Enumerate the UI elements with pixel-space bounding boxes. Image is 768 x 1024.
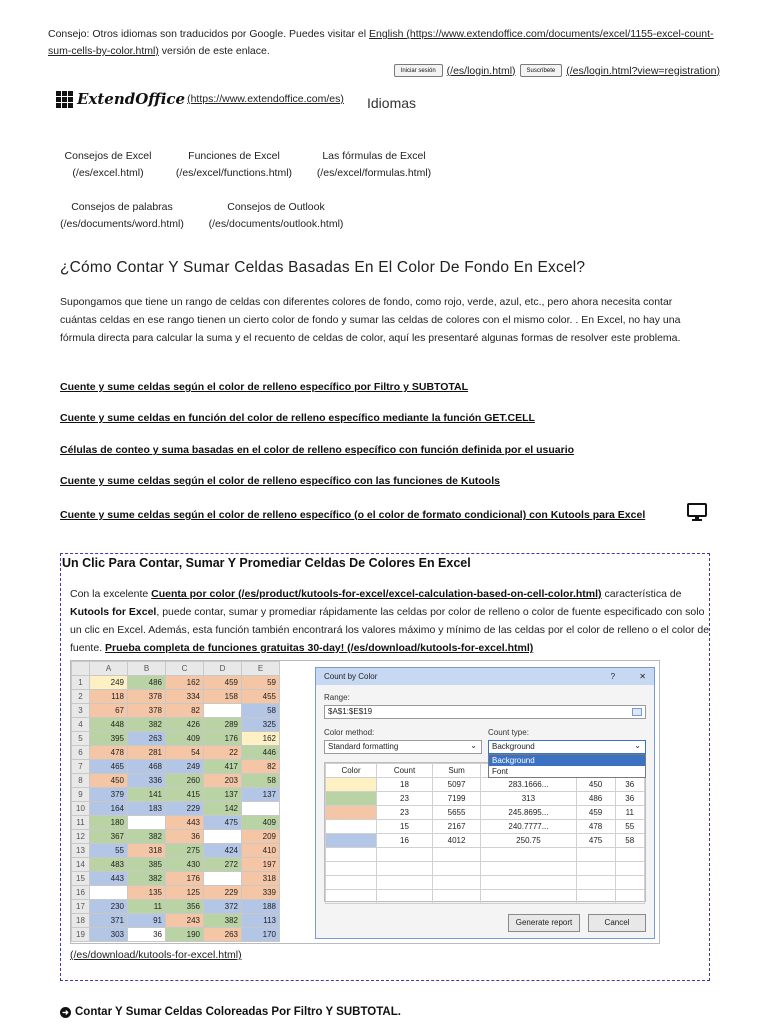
logo-grid-icon — [56, 91, 73, 108]
spreadsheet-grid — [71, 661, 280, 942]
sheet-cell[interactable]: 275 — [166, 844, 204, 858]
register-link[interactable]: (/es/login.html?view=registration) — [566, 64, 720, 77]
count-by-color-link[interactable]: Cuenta por color (/es/product/kutools-for-excel/excel-calculation-based-on-cell-color.html) — [151, 588, 602, 600]
sheet-cell[interactable]: 170 — [242, 928, 280, 942]
tip-suffix: versión de este enlace. — [158, 45, 270, 57]
sheet-cell[interactable]: 395 — [90, 732, 128, 746]
row-number[interactable]: 6 — [72, 746, 90, 760]
sheet-cell[interactable]: 415 — [166, 788, 204, 802]
sheet-corner[interactable] — [72, 662, 90, 676]
promo-text-part: característica de — [601, 588, 682, 600]
sheet-cell[interactable]: 176 — [204, 732, 242, 746]
sheet-cell[interactable]: 455 — [242, 690, 280, 704]
promo-title: Un Clic Para Contar, Sumar Y Promediar Celdas De Colores En Excel — [62, 556, 471, 570]
column-header[interactable]: E — [242, 662, 280, 676]
sheet-cell[interactable]: 58 — [242, 704, 280, 718]
sheet-cell[interactable]: 263 — [128, 732, 166, 746]
row-number[interactable]: 3 — [72, 704, 90, 718]
sheet-cell[interactable]: 180 — [90, 816, 128, 830]
chevron-down-icon: ⌄ — [634, 741, 641, 750]
sheet-cell[interactable]: 162 — [166, 676, 204, 690]
close-icon[interactable]: ✕ — [639, 672, 646, 681]
results-cell-max: 475 — [576, 834, 615, 848]
translation-tip — [48, 26, 728, 60]
sheet-cell[interactable]: 229 — [166, 802, 204, 816]
method-value: Standard formatting — [328, 742, 399, 751]
sheet-cell[interactable]: 448 — [90, 718, 128, 732]
sheet-cell[interactable]: 334 — [166, 690, 204, 704]
nav-label: Consejos de Excel — [64, 150, 152, 162]
sheet-cell[interactable]: 190 — [166, 928, 204, 942]
range-label: Range: — [324, 693, 350, 702]
sheet-cell[interactable]: 137 — [242, 788, 280, 802]
range-value: $A$1:$E$19 — [328, 707, 373, 716]
sheet-cell[interactable]: 424 — [204, 844, 242, 858]
free-trial-link[interactable]: Prueba completa de funciones gratuitas 30-day! (/es/download/kutools-for-excel.html) — [105, 642, 534, 654]
results-cell-max: 478 — [576, 820, 615, 834]
row-number[interactable]: 11 — [72, 816, 90, 830]
method-label: Color method: — [324, 728, 375, 737]
results-row — [326, 834, 645, 848]
results-cell-avg: 313 — [481, 792, 576, 806]
sheet-row — [72, 816, 280, 830]
sheet-cell[interactable]: 281 — [128, 746, 166, 760]
cancel-button[interactable]: Cancel — [588, 914, 646, 932]
results-cell-min: 36 — [615, 778, 645, 792]
sheet-cell[interactable]: 379 — [90, 788, 128, 802]
sheet-cell[interactable]: 142 — [204, 802, 242, 816]
sheet-row — [72, 774, 280, 788]
sheet-cell[interactable]: 36 — [128, 928, 166, 942]
sheet-row — [72, 732, 280, 746]
section-heading — [60, 1006, 401, 1018]
row-number[interactable]: 13 — [72, 844, 90, 858]
sheet-cell[interactable]: 446 — [242, 746, 280, 760]
sheet-row — [72, 900, 280, 914]
row-number[interactable]: 10 — [72, 802, 90, 816]
results-row — [326, 820, 645, 834]
sheet-cell[interactable]: 36 — [166, 830, 204, 844]
login-button[interactable]: Iniciar sesión — [394, 64, 443, 77]
sheet-cell[interactable]: 59 — [242, 676, 280, 690]
color-swatch — [326, 834, 377, 848]
sheet-cell[interactable]: 67 — [90, 704, 128, 718]
sheet-cell[interactable]: 22 — [204, 746, 242, 760]
row-number[interactable]: 14 — [72, 858, 90, 872]
kutools-download-link[interactable]: (/es/download/kutools-for-excel.html) — [70, 949, 242, 961]
count-by-color-dialog — [315, 667, 655, 939]
chevron-down-icon: ⌄ — [470, 741, 477, 750]
type-select[interactable] — [488, 740, 646, 754]
sheet-cell[interactable]: 318 — [128, 844, 166, 858]
sheet-cell[interactable]: 82 — [166, 704, 204, 718]
sheet-cell[interactable]: 203 — [204, 774, 242, 788]
nav-excel-functions[interactable] — [168, 148, 300, 182]
sheet-cell[interactable]: 164 — [90, 802, 128, 816]
sheet-row — [72, 690, 280, 704]
option-font[interactable]: Font — [492, 767, 509, 776]
sheet-row — [72, 914, 280, 928]
sheet-cell[interactable]: 426 — [166, 718, 204, 732]
article-intro: Supongamos que tiene un rango de celdas con diferentes colores de fondo, como rojo, verde, azul, etc., pero ahora necesita contar cuántas celdas en ese rango tienen un cierto color de fondo y sumar las celdas de colores con el mismo color. . En Excel, no hay una fórmula directa para calcular la suma y el recuento de celdas de color, aquí les presentaré algunas formas de resolver este problema. — [60, 296, 681, 344]
row-number[interactable]: 4 — [72, 718, 90, 732]
results-row — [326, 806, 645, 820]
results-header: Sum — [432, 764, 480, 778]
dialog-title: Count by Color — [324, 672, 378, 681]
results-cell-sum: 5097 — [432, 778, 480, 792]
results-cell-max: 450 — [576, 778, 615, 792]
logo-text[interactable]: ExtendOffice — [77, 90, 186, 108]
row-number[interactable]: 8 — [72, 774, 90, 788]
kutools-screenshot — [70, 660, 660, 944]
results-cell-min: 58 — [615, 834, 645, 848]
results-cell-min: 36 — [615, 792, 645, 806]
results-empty-row — [326, 876, 645, 890]
nav-label: Consejos de Outlook — [227, 201, 325, 213]
sheet-cell[interactable]: 197 — [242, 858, 280, 872]
sheet-cell[interactable]: 188 — [242, 900, 280, 914]
brand — [56, 90, 344, 108]
sheet-row — [72, 676, 280, 690]
login-link[interactable]: (/es/login.html) — [446, 64, 516, 77]
sheet-cell[interactable] — [90, 886, 128, 900]
method-select[interactable] — [324, 740, 482, 754]
row-number[interactable]: 19 — [72, 928, 90, 942]
sheet-row — [72, 858, 280, 872]
results-table — [325, 763, 645, 904]
nav-excel-formulas[interactable] — [308, 148, 440, 182]
results-cell-count: 15 — [377, 820, 433, 834]
results-cell-min: 11 — [615, 806, 645, 820]
row-number[interactable]: 16 — [72, 886, 90, 900]
sheet-cell[interactable]: 135 — [128, 886, 166, 900]
sheet-row — [72, 760, 280, 774]
results-cell-sum: 2167 — [432, 820, 480, 834]
sheet-cell[interactable]: 137 — [204, 788, 242, 802]
results-cell-sum: 4012 — [432, 834, 480, 848]
sheet-cell[interactable]: 409 — [242, 816, 280, 830]
results-cell-count: 23 — [377, 806, 433, 820]
range-input[interactable] — [324, 705, 646, 719]
help-icon[interactable]: ? — [610, 672, 616, 681]
nav-url: (/es/excel/functions.html) — [175, 167, 293, 179]
type-label: Count type: — [488, 728, 529, 737]
color-swatch — [326, 806, 377, 820]
sheet-cell[interactable]: 58 — [242, 774, 280, 788]
sheet-cell[interactable]: 483 — [90, 858, 128, 872]
sheet-cell[interactable]: 249 — [166, 760, 204, 774]
nav-label: Funciones de Excel — [188, 150, 280, 162]
results-header: Color — [326, 764, 377, 778]
nav-excel-tips[interactable] — [56, 148, 160, 182]
type-value: Background — [492, 742, 535, 751]
row-number[interactable]: 12 — [72, 830, 90, 844]
results-empty-row — [326, 862, 645, 876]
auth-bar — [394, 64, 720, 77]
column-header[interactable]: B — [128, 662, 166, 676]
sheet-cell[interactable]: 249 — [90, 676, 128, 690]
sheet-cell[interactable]: 230 — [90, 900, 128, 914]
sheet-row — [72, 928, 280, 942]
tip-prefix: Consejo: Otros idiomas son traducidos por Google. Puedes visitar el — [48, 28, 369, 40]
sheet-cell[interactable]: 410 — [242, 844, 280, 858]
sheet-cell[interactable]: 55 — [90, 844, 128, 858]
sheet-cell[interactable] — [204, 830, 242, 844]
sheet-row — [72, 704, 280, 718]
type-dropdown-list — [488, 754, 646, 778]
sheet-cell[interactable]: 465 — [90, 760, 128, 774]
arrow-right-circle-icon: ➜ — [60, 1007, 71, 1018]
section-heading-text: Contar Y Sumar Celdas Coloreadas Por Filtro Y SUBTOTAL. — [75, 1006, 401, 1018]
dialog-titlebar — [316, 668, 654, 685]
results-cell-count: 18 — [377, 778, 433, 792]
range-select-icon[interactable] — [632, 708, 642, 716]
results-header: Count — [377, 764, 433, 778]
sheet-cell[interactable]: 183 — [128, 802, 166, 816]
column-header[interactable]: D — [204, 662, 242, 676]
nav-label: Consejos de palabras — [71, 201, 173, 213]
sheet-row — [72, 844, 280, 858]
row-number[interactable]: 9 — [72, 788, 90, 802]
sheet-cell[interactable]: 243 — [166, 914, 204, 928]
sheet-cell[interactable]: 382 — [128, 718, 166, 732]
sheet-cell[interactable]: 430 — [166, 858, 204, 872]
nav-url: (/es/excel/formulas.html) — [316, 167, 432, 179]
color-swatch — [326, 778, 377, 792]
sheet-cell[interactable]: 417 — [204, 760, 242, 774]
sheet-row — [72, 802, 280, 816]
results-empty-row — [326, 890, 645, 904]
color-swatch — [326, 792, 377, 806]
toc-link-kutools-excel[interactable]: Cuente y sume celdas según el color de relleno específico (o el color de formato condicional) con Kutools para Excel — [60, 509, 646, 521]
sheet-cell[interactable]: 450 — [90, 774, 128, 788]
sheet-cell[interactable]: 162 — [242, 732, 280, 746]
promo-text — [70, 585, 710, 657]
results-cell-avg: 283.1666... — [481, 778, 576, 792]
sheet-cell[interactable]: 272 — [204, 858, 242, 872]
sheet-cell[interactable]: 475 — [204, 816, 242, 830]
generate-report-button[interactable]: Generate report — [508, 914, 580, 932]
results-cell-max: 486 — [576, 792, 615, 806]
nav-url: (/es/documents/outlook.html) — [208, 218, 344, 230]
results-row — [326, 792, 645, 806]
sheet-cell[interactable]: 378 — [128, 690, 166, 704]
sheet-cell[interactable]: 263 — [204, 928, 242, 942]
toc-link-user-function[interactable]: Células de conteo y suma basadas en el color de relleno específico con función definida por el usuario — [60, 444, 575, 456]
promo-text-part: Con la excelente — [70, 588, 152, 600]
sheet-cell[interactable]: 260 — [166, 774, 204, 788]
sheet-cell[interactable] — [242, 802, 280, 816]
nav-outlook-tips[interactable] — [200, 199, 352, 233]
sheet-cell[interactable]: 158 — [204, 690, 242, 704]
row-number[interactable]: 15 — [72, 872, 90, 886]
toc-link-get-cell[interactable]: Cuente y sume celdas en función del color de relleno específico mediante la función GET.CELL — [60, 412, 535, 424]
results-cell-avg: 240.7777... — [481, 820, 576, 834]
results-cell-min: 55 — [615, 820, 645, 834]
results-panel — [324, 762, 646, 902]
row-number[interactable]: 18 — [72, 914, 90, 928]
sheet-cell[interactable]: 336 — [128, 774, 166, 788]
home-link[interactable]: (https://www.extendoffice.com/es) — [187, 93, 344, 105]
results-cell-count: 16 — [377, 834, 433, 848]
sheet-cell[interactable]: 11 — [128, 900, 166, 914]
nav-label: Las fórmulas de Excel — [322, 150, 426, 162]
sheet-cell[interactable]: 478 — [90, 746, 128, 760]
sheet-cell[interactable]: 367 — [90, 830, 128, 844]
sheet-cell[interactable]: 339 — [242, 886, 280, 900]
sheet-cell[interactable]: 443 — [166, 816, 204, 830]
nav-url: (/es/documents/word.html) — [60, 218, 184, 230]
sheet-row — [72, 872, 280, 886]
english-version-link[interactable]: English (https://www.extendoffice.com/documents/excel/1155-excel-count-sum-cells-by-color.html) — [48, 28, 714, 57]
sheet-cell[interactable]: 385 — [128, 858, 166, 872]
row-number[interactable]: 5 — [72, 732, 90, 746]
sheet-cell[interactable]: 372 — [204, 900, 242, 914]
sheet-cell[interactable]: 125 — [166, 886, 204, 900]
sheet-cell[interactable]: 176 — [166, 872, 204, 886]
sheet-cell[interactable] — [128, 816, 166, 830]
results-cell-sum: 7199 — [432, 792, 480, 806]
results-cell-count: 23 — [377, 792, 433, 806]
results-cell-max: 459 — [576, 806, 615, 820]
results-cell-sum: 5655 — [432, 806, 480, 820]
sheet-row — [72, 830, 280, 844]
sheet-cell[interactable]: 325 — [242, 718, 280, 732]
color-swatch — [326, 820, 377, 834]
sheet-cell[interactable]: 356 — [166, 900, 204, 914]
column-header[interactable]: C — [166, 662, 204, 676]
results-cell-avg: 245.8695... — [481, 806, 576, 820]
sheet-cell[interactable]: 443 — [90, 872, 128, 886]
languages-menu[interactable]: Idiomas — [367, 95, 417, 111]
option-background[interactable]: Background — [489, 755, 645, 766]
sheet-cell[interactable]: 468 — [128, 760, 166, 774]
sheet-row — [72, 718, 280, 732]
sheet-cell[interactable]: 382 — [204, 914, 242, 928]
sheet-row — [72, 788, 280, 802]
row-number[interactable]: 7 — [72, 760, 90, 774]
sheet-cell[interactable]: 371 — [90, 914, 128, 928]
register-button[interactable]: Suscríbete — [520, 64, 563, 77]
sheet-cell[interactable]: 409 — [166, 732, 204, 746]
column-header[interactable]: A — [90, 662, 128, 676]
toc-link-kutools-functions[interactable]: Cuente y sume celdas según el color de relleno específico con las funciones de Kutools — [60, 475, 500, 487]
row-number[interactable]: 17 — [72, 900, 90, 914]
sheet-row — [72, 746, 280, 760]
product-name: Kutools for Excel — [70, 606, 157, 618]
sheet-cell[interactable] — [204, 704, 242, 718]
sheet-cell[interactable]: 82 — [242, 760, 280, 774]
monitor-icon[interactable] — [686, 503, 708, 521]
sheet-cell[interactable]: 229 — [204, 886, 242, 900]
sheet-cell[interactable]: 459 — [204, 676, 242, 690]
sheet-cell[interactable]: 141 — [128, 788, 166, 802]
row-number[interactable]: 2 — [72, 690, 90, 704]
nav-word-tips[interactable] — [52, 199, 192, 233]
toc-link-filter-subtotal[interactable]: Cuente y sume celdas según el color de relleno específico por Filtro y SUBTOTAL — [60, 381, 469, 393]
sheet-cell[interactable]: 318 — [242, 872, 280, 886]
article-title: ¿Cómo Contar Y Sumar Celdas Basadas En El Color De Fondo En Excel? — [60, 259, 586, 276]
nav-url: (/es/excel.html) — [72, 167, 144, 179]
promo-text-part: , puede contar, sumar y promediar rápidamente las celdas por color de relleno o color de fuente especificado con solo un clic en Excel. Además, esta función también encontrará los valores máximo y mínimo de las celdas por el color de relleno o el color de fuente. — [70, 606, 710, 654]
results-row — [326, 778, 645, 792]
results-empty-row — [326, 848, 645, 862]
sheet-cell[interactable]: 118 — [90, 690, 128, 704]
row-number[interactable]: 1 — [72, 676, 90, 690]
sheet-cell[interactable]: 382 — [128, 872, 166, 886]
sheet-cell[interactable]: 378 — [128, 704, 166, 718]
sheet-cell[interactable]: 303 — [90, 928, 128, 942]
sheet-cell[interactable]: 113 — [242, 914, 280, 928]
sheet-cell[interactable]: 382 — [128, 830, 166, 844]
sheet-row — [72, 886, 280, 900]
sheet-cell[interactable]: 289 — [204, 718, 242, 732]
sheet-cell[interactable]: 54 — [166, 746, 204, 760]
sheet-cell[interactable]: 91 — [128, 914, 166, 928]
sheet-cell[interactable] — [204, 872, 242, 886]
sheet-cell[interactable]: 209 — [242, 830, 280, 844]
results-cell-avg: 250.75 — [481, 834, 576, 848]
sheet-cell[interactable]: 486 — [128, 676, 166, 690]
